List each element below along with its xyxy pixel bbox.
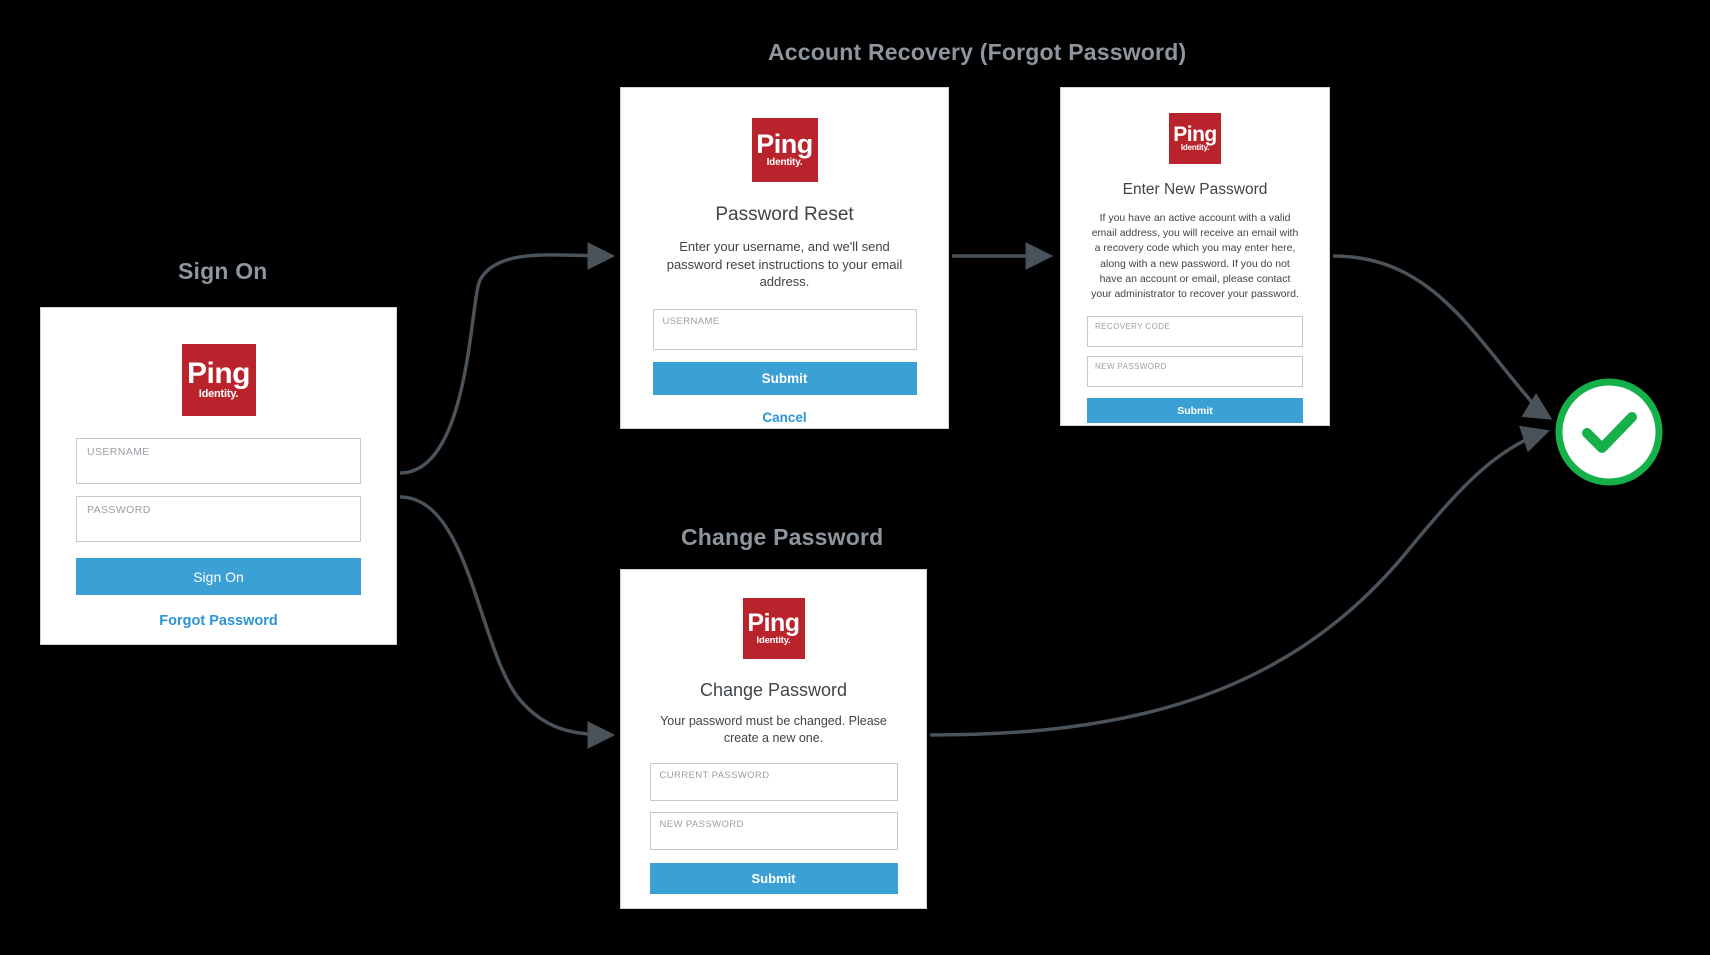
section-title-change-password: Change Password xyxy=(681,524,884,550)
ping-identity-logo xyxy=(182,344,256,416)
username-input[interactable] xyxy=(653,309,917,350)
check-circle-icon xyxy=(1555,378,1663,486)
ping-logo-subtext: Identity. xyxy=(198,388,239,401)
password-reset-description: Enter your username, and we'll send password reset instructions to your email address. xyxy=(666,239,903,290)
password-input[interactable] xyxy=(76,496,361,542)
password-reset-heading: Password Reset xyxy=(715,204,854,225)
submit-button[interactable]: Submit xyxy=(1087,398,1303,423)
new-password-input[interactable] xyxy=(650,812,898,850)
recovery-code-input[interactable] xyxy=(1087,316,1303,347)
submit-button[interactable]: Submit xyxy=(650,863,898,894)
new-password-input[interactable] xyxy=(1087,356,1303,387)
username-label: USERNAME xyxy=(662,315,720,327)
ping-logo-subtext: Identity. xyxy=(756,634,791,646)
new-password-label: NEW PASSWORD xyxy=(1095,362,1167,372)
change-password-heading: Change Password xyxy=(699,680,848,700)
change-password-description: Your password must be changed. Please create a new one. xyxy=(660,714,887,745)
current-password-input[interactable] xyxy=(650,763,898,801)
enter-new-password-description: If you have an active account with a valid email address, you will receive an email with a recovery code which you may enter here, along with a new password. If you do not have an account or email, please contact your administrator to recover your password. xyxy=(1091,212,1299,301)
section-title-account-recovery: Account Recovery (Forgot Password) xyxy=(768,39,1187,65)
arrow-changepassword-to-success xyxy=(930,432,1545,735)
new-password-label: NEW PASSWORD xyxy=(659,818,744,830)
section-title-sign-on: Sign On xyxy=(178,258,268,284)
submit-button[interactable]: Submit xyxy=(653,362,917,395)
enter-new-password-heading: Enter New Password xyxy=(1122,181,1268,198)
ping-identity-logo xyxy=(743,598,805,659)
recovery-code-label: RECOVERY CODE xyxy=(1095,322,1171,332)
ping-logo-word: Ping xyxy=(1173,122,1217,146)
username-label: USERNAME xyxy=(87,446,150,458)
ping-identity-logo xyxy=(752,118,818,182)
username-input[interactable] xyxy=(76,438,361,484)
current-password-label: CURRENT PASSWORD xyxy=(659,769,770,781)
arrow-signon-to-reset xyxy=(400,255,610,473)
ping-logo-word: Ping xyxy=(756,129,813,160)
arrow-newpassword-to-success xyxy=(1333,256,1548,417)
ping-logo-word: Ping xyxy=(187,356,250,390)
ping-logo-subtext: Identity. xyxy=(766,156,803,168)
enter-new-password-card xyxy=(1060,87,1330,426)
password-label: PASSWORD xyxy=(87,504,151,516)
ping-logo-subtext: Identity. xyxy=(1180,143,1210,153)
sign-on-button[interactable]: Sign On xyxy=(76,558,361,595)
cancel-link[interactable]: Cancel xyxy=(762,409,807,425)
ping-identity-logo xyxy=(1169,113,1221,164)
sign-on-card xyxy=(40,307,397,645)
change-password-card xyxy=(620,569,927,909)
ping-logo-word: Ping xyxy=(747,608,800,637)
forgot-password-link[interactable]: Forgot Password xyxy=(159,613,278,629)
password-reset-card xyxy=(620,87,949,429)
arrow-signon-to-changepassword xyxy=(400,497,610,735)
